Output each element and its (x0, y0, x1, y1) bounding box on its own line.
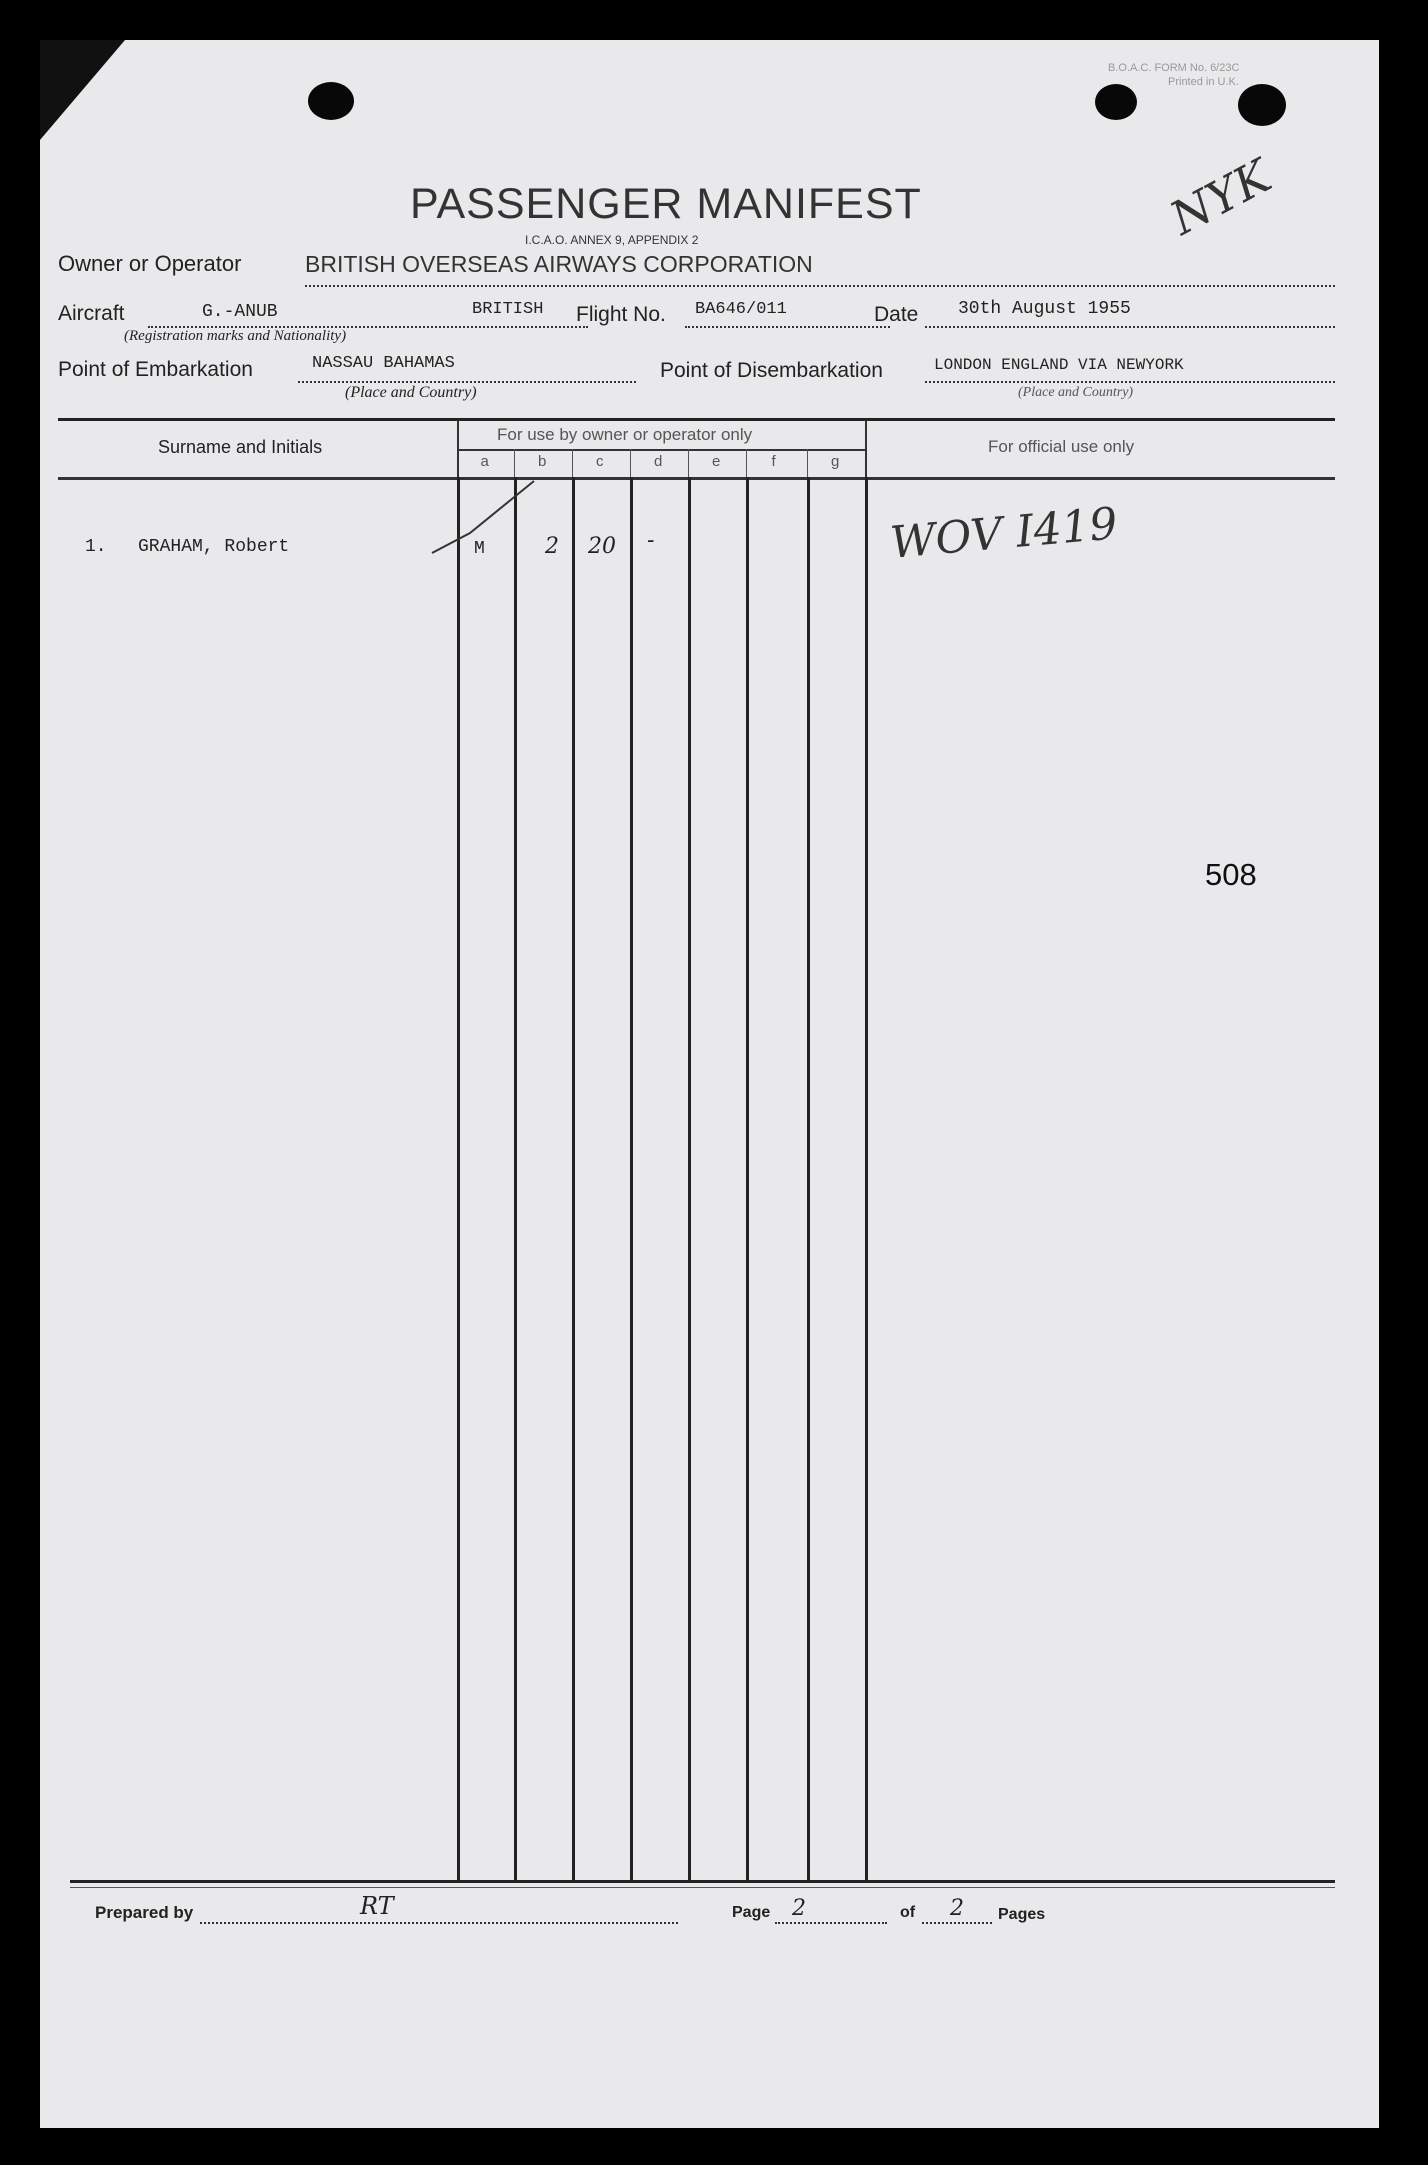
page-title: PASSENGER MANIFEST (410, 180, 922, 228)
aircraft-hint: (Registration marks and Nationality) (124, 328, 347, 344)
of-label: of (900, 1904, 916, 1921)
column-line (630, 477, 633, 1880)
subcolumn-header-c: c (596, 453, 604, 470)
of-rule (922, 1922, 992, 1924)
prepared-by-initials: RT (360, 1892, 394, 1920)
owner-group-subrule (457, 449, 865, 451)
subcolumn-header-e: e (712, 453, 721, 470)
owner-rule (305, 285, 1335, 287)
column-line (746, 477, 749, 1880)
official-use-header: For official use only (988, 437, 1135, 456)
handwritten-nyk-mark: NYK (1161, 148, 1280, 246)
page-label: Page (732, 1904, 771, 1921)
passenger-name: GRAHAM, Robert (138, 537, 290, 557)
disembarkation-hint: (Place and Country) (1018, 385, 1134, 400)
corner-scan-mark (40, 40, 125, 140)
subcolumn-header-divider (688, 449, 689, 477)
manifest-sheet (40, 40, 1379, 2128)
subcolumn-header-f: f (771, 453, 776, 470)
date-value: 30th August 1955 (958, 299, 1131, 319)
printed-in: Printed in U.K. (1168, 76, 1239, 88)
table-bottom-rule (70, 1880, 1335, 1883)
subcolumn-header-d: d (654, 453, 663, 470)
embarkation-value: NASSAU BAHAMAS (312, 354, 455, 373)
owner-group-right-border (865, 420, 867, 477)
aircraft-label: Aircraft (58, 302, 125, 325)
subcolumn-header-divider (746, 449, 747, 477)
owner-label: Owner or Operator (58, 251, 242, 276)
surname-column-header: Surname and Initials (158, 437, 323, 457)
column-line (572, 477, 575, 1880)
table-bottom-rule-2 (70, 1887, 1335, 1888)
column-line (514, 477, 517, 1880)
flight-rule (685, 326, 890, 328)
punch-hole-right-1 (1095, 84, 1137, 120)
row-number: 1. (85, 537, 107, 557)
cell-a-sex: M (474, 539, 485, 559)
cell-c: 20 (588, 534, 616, 559)
disembarkation-value: LONDON ENGLAND VIA NEWYORK (934, 356, 1184, 374)
disembarkation-label: Point of Disembarkation (660, 359, 883, 382)
subcolumn-header-divider (572, 449, 573, 477)
subcolumn-header-g: g (831, 453, 840, 470)
column-line (688, 477, 691, 1880)
column-line (457, 477, 460, 1880)
disembarkation-rule (925, 381, 1335, 383)
page-rule (775, 1922, 887, 1924)
subcolumn-header-a: a (480, 453, 489, 470)
column-line (865, 477, 868, 1880)
subcolumn-header-b: b (538, 453, 547, 470)
embarkation-label: Point of Embarkation (58, 358, 253, 381)
page-number: 2 (792, 1896, 806, 1921)
check-mark-stroke (430, 475, 540, 555)
owner-value: BRITISH OVERSEAS AIRWAYS CORPORATION (305, 251, 813, 277)
form-code: B.O.A.C. FORM No. 6/23C (1108, 62, 1240, 74)
cell-b: 2 (545, 534, 559, 559)
punch-hole-right-2 (1238, 84, 1286, 126)
subcolumn-header-divider (514, 449, 515, 477)
total-pages: 2 (950, 1896, 964, 1921)
column-line (807, 477, 810, 1880)
punch-hole-left (308, 82, 354, 120)
prepared-by-rule (200, 1922, 678, 1924)
table-top-rule (58, 418, 1335, 421)
official-use-entry: WOV I419 (888, 498, 1120, 569)
aircraft-nationality: BRITISH (472, 300, 544, 319)
cell-d: - (647, 528, 655, 553)
subcolumn-header-divider (630, 449, 631, 477)
prepared-by-label: Prepared by (95, 1903, 194, 1922)
owner-use-header: For use by owner or operator only (497, 425, 753, 444)
embarkation-hint: (Place and Country) (345, 384, 477, 401)
page-subtitle: I.C.A.O. ANNEX 9, APPENDIX 2 (525, 233, 699, 247)
pages-label: Pages (998, 1906, 1046, 1923)
page-stamp-number: 508 (1205, 857, 1257, 892)
flight-label: Flight No. (576, 303, 666, 326)
date-rule (925, 326, 1335, 328)
table-header-bottom-rule (58, 477, 1335, 480)
flight-number: BA646/011 (695, 300, 787, 319)
date-label: Date (874, 303, 919, 326)
subcolumn-header-divider (807, 449, 808, 477)
aircraft-registration: G.-ANUB (202, 302, 278, 322)
embarkation-rule (298, 381, 636, 383)
